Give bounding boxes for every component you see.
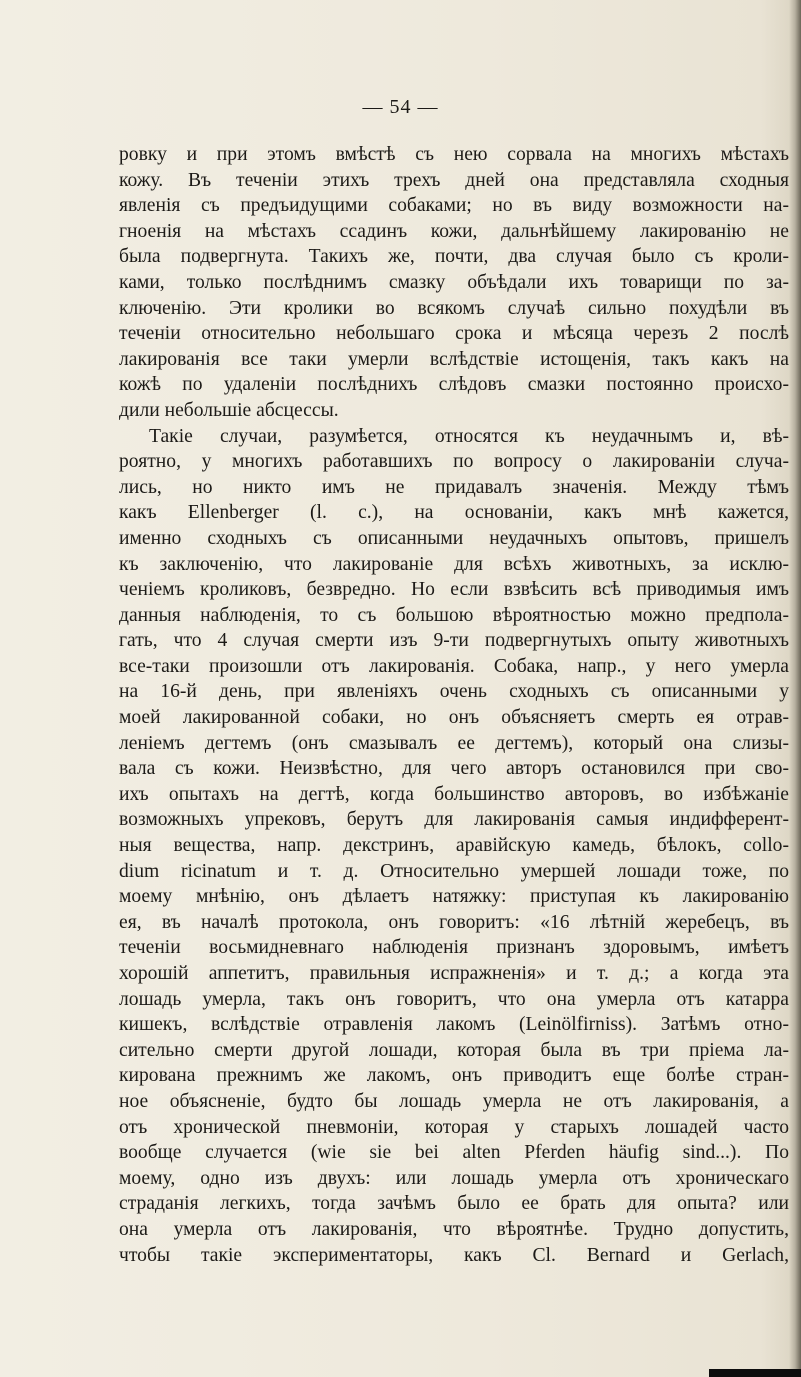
text-line: возможныхъ упрековъ, берутъ для лакированія самыя индифферент- xyxy=(119,809,789,831)
text-line: кожѣ по удаленіи послѣднихъ слѣдовъ смазки постоянно происхо- xyxy=(119,374,789,396)
text-line: ное объясненіе, будто бы лошадь умерла не отъ лакированія, а xyxy=(119,1090,789,1112)
corner-scan-mark xyxy=(709,1369,801,1377)
text-line: ровку и при этомъ вмѣстѣ съ нею сорвала на многихъ мѣстахъ xyxy=(119,144,789,165)
text-line: ключенію. Эти кролики во всякомъ случаѣ сильно похудѣли въ xyxy=(119,297,789,319)
text-line: къ заключенію, что лакированіе для всѣхъ животныхъ, за исклю- xyxy=(119,553,789,575)
text-line: хорошій аппетитъ, правильныя испражненія» и т. д.; а когда эта xyxy=(119,963,789,984)
text-line: лакированія все таки умерли вслѣдствіе истощенія, такъ какъ на xyxy=(119,348,789,370)
text-line: лошадь умерла, такъ онъ говоритъ, что она умерла отъ катарра xyxy=(119,988,789,1010)
text-line: отъ хронической пневмоніи, которая у старыхъ лошадей часто xyxy=(119,1116,789,1138)
text-line: ихъ опытахъ на дегтѣ, когда большинство авторовъ, во избѣжаніе xyxy=(119,783,789,805)
text-line: гать, что 4 случая смерти изъ 9-ти подвергнутыхъ опыту животныхъ xyxy=(119,630,789,652)
text-line: какъ Ellenberger (l. c.), на основаніи, какъ мнѣ кажется, xyxy=(119,502,789,524)
text-line: ками, только послѣднимъ смазку объѣдали ихъ товарищи по за- xyxy=(119,271,789,293)
text-line: моему мнѣнію, онъ дѣлаетъ натяжку: приступая къ лакированію xyxy=(119,886,789,908)
text-line: моему, одно изъ двухъ: или лошадь умерла отъ хроническаго xyxy=(119,1167,789,1189)
text-line: кожу. Въ теченіи этихъ трехъ дней она представляла сходныя xyxy=(119,169,789,191)
text-line: была подвергнута. Такихъ же, почти, два случая было съ кроли- xyxy=(119,246,789,268)
text-line: сительно смерти другой лошади, которая была въ три пріема ла- xyxy=(119,1039,789,1061)
text-line: на 16-й день, при явленіяхъ очень сходныхъ съ описанными у xyxy=(119,681,789,703)
text-line: dium ricinatum и т. д. Относительно умершей лошади тоже, по xyxy=(119,860,789,882)
page-edge-shadow xyxy=(789,0,801,1377)
text-line: ея, въ началѣ протокола, онъ говоритъ: «16 лѣтній жеребецъ, въ xyxy=(119,911,789,933)
text-line: данныя наблюденія, то съ большою вѣроятностью можно предпола- xyxy=(119,604,789,626)
text-line: леніемъ дегтемъ (онъ смазывалъ ее дегтемъ), который она слизы- xyxy=(119,732,789,754)
page-number: — 54 — xyxy=(362,96,439,118)
text-line: ченіемъ кроликовъ, безвредно. Но если взвѣсить всѣ приводимыя имъ xyxy=(119,579,789,601)
text-line: вала съ кожи. Неизвѣстно, для чего авторъ остановился при сво- xyxy=(119,758,789,780)
text-line: страданія легкихъ, тогда зачѣмъ было ее брать для опыта? или xyxy=(119,1193,789,1215)
text-line: Такіе случаи, разумѣется, относятся къ неудачнымъ и, вѣ- xyxy=(149,425,789,447)
text-line: теченіи восьмидневнаго наблюденія признанъ здоровымъ, имѣетъ xyxy=(119,937,789,959)
text-line: лись, но никто имъ не придавалъ значенія. Между тѣмъ xyxy=(119,476,789,498)
text-line: чтобы такіе экспериментаторы, какъ Cl. Bernard и Gerlach, xyxy=(119,1244,789,1266)
text-line: дили небольшіе абсцессы. xyxy=(119,399,339,421)
text-line: именно сходныхъ съ описанными неудачныхъ опытовъ, пришелъ xyxy=(119,527,789,549)
text-line: моей лакированной собаки, но онъ объясняетъ смерть ея отрав- xyxy=(119,707,789,729)
text-line: кишекъ, вслѣдствіе отравленія лакомъ (Leinölfirniss). Затѣмъ отно- xyxy=(119,1014,789,1036)
text-line: гноенія на мѣстахъ ссадинъ кожи, дальнѣйшему лакированію не xyxy=(119,220,789,242)
text-line: теченіи относительно небольшаго срока и мѣсяца черезъ 2 послѣ xyxy=(119,323,789,345)
text-line: все-таки произошли отъ лакированія. Собака, напр., у него умерла xyxy=(119,655,789,677)
text-line: ныя вещества, напр. декстринъ, аравійскую камедь, бѣлокъ, collo- xyxy=(119,835,789,857)
text-line: она умерла отъ лакированія, что вѣроятнѣе. Трудно допустить, xyxy=(119,1218,789,1240)
body-text xyxy=(119,142,789,1268)
text-line: явленія съ предъидущими собаками; но въ виду возможности на- xyxy=(119,195,789,217)
text-line: кирована прежнимъ же лакомъ, онъ приводитъ еще болѣе стран- xyxy=(119,1065,789,1087)
text-line: роятно, у многихъ работавшихъ по вопросу о лакированіи случа- xyxy=(119,451,789,473)
text-line: вообще случается (wie sie bei alten Pferden häufig sind...). По xyxy=(119,1142,789,1164)
